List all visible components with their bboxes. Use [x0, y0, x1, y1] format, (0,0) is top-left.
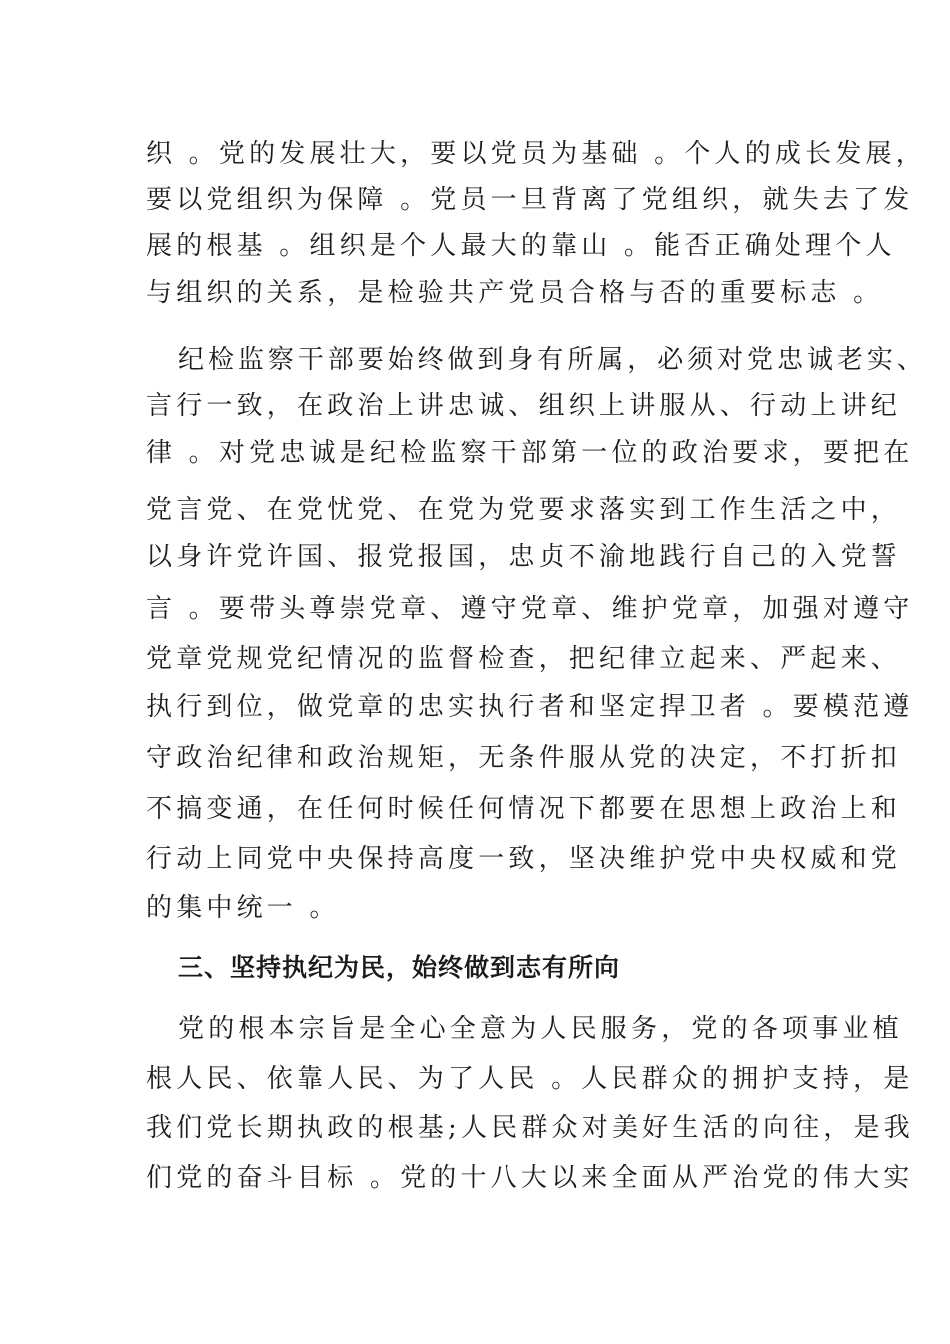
section-heading: 三、坚持执纪为民，始终做到志有所向 [178, 953, 621, 982]
paragraph-1-line-3: 展的根基 。组织是个人最大的靠山 。能否正确处理个人 [146, 231, 896, 261]
paragraph-2-line-5: 以身许党许国、报党报国，忠贞不渝地践行自己的入党誓 [146, 542, 902, 572]
paragraph-2-line-1: 纪检监察干部要始终做到身有所属，必须对党忠诚老实、 [178, 345, 927, 375]
paragraph-3-line-4: 们党的奋斗目标 。党的十八大以来全面从严治党的伟大实 [146, 1163, 914, 1193]
paragraph-2-line-11: 行动上同党中央保持高度一致，坚决维护党中央权威和党 [146, 844, 902, 874]
paragraph-2-line-2: 言行一致，在政治上讲忠诚、组织上讲服从、行动上讲纪 [146, 391, 902, 421]
paragraph-2-line-10: 不搞变通，在任何时候任何情况下都要在思想上政治上和 [146, 794, 902, 824]
paragraph-1-line-4: 与组织的关系，是检验共产党员合格与否的重要标志 。 [146, 278, 884, 308]
paragraph-3-line-3: 我们党长期执政的根基;人民群众对美好生活的向往，是我 [146, 1113, 914, 1143]
paragraph-3-line-2: 根人民、依靠人民、为了人民 。人民群众的拥护支持，是 [146, 1064, 914, 1094]
paragraph-2-line-12: 的集中统一 。 [146, 893, 340, 923]
paragraph-2-line-8: 执行到位，做党章的忠实执行者和坚定捍卫者 。要模范遵 [146, 692, 914, 722]
paragraph-1-line-2: 要以党组织为保障 。党员一旦背离了党组织，就失去了发 [146, 185, 914, 215]
paragraph-2-line-3: 律 。对党忠诚是纪检监察干部第一位的政治要求，要把在 [146, 438, 914, 468]
paragraph-3-line-1: 党的根本宗旨是全心全意为人民服务，党的各项事业植 [178, 1014, 903, 1044]
paragraph-2-line-7: 党章党规党纪情况的监督检查，把纪律立起来、严起来、 [146, 644, 902, 674]
paragraph-1-line-1: 织 。党的发展壮大，要以党员为基础 。个人的成长发展， [146, 139, 926, 169]
paragraph-2-line-4: 党言党、在党忧党、在党为党要求落实到工作生活之中， [146, 495, 902, 525]
paragraph-2-line-6: 言 。要带头尊崇党章、遵守党章、维护党章，加强对遵守 [146, 594, 914, 624]
paragraph-2-line-9: 守政治纪律和政治规矩，无条件服从党的决定，不打折扣 [146, 743, 902, 773]
